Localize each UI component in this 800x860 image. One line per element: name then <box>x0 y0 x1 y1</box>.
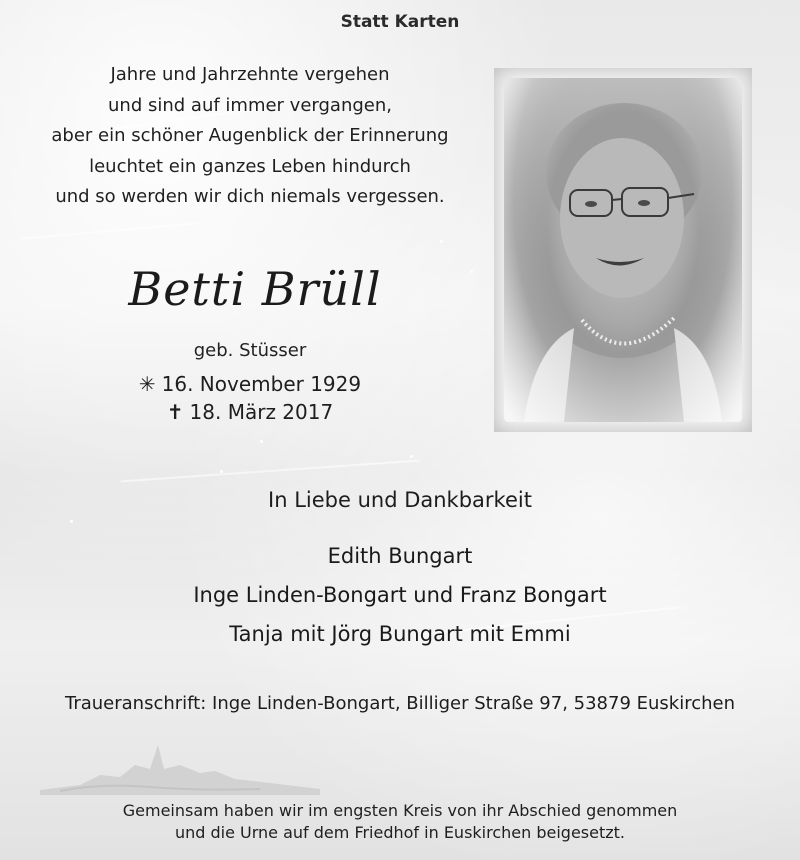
poem-line: und sind auf immer vergangen, <box>108 94 392 116</box>
dedication: In Liebe und Dankbarkeit <box>268 488 532 512</box>
snowflake <box>410 455 413 458</box>
birth-star-icon: ✳ <box>138 372 156 396</box>
snowflake <box>70 520 73 523</box>
poem <box>30 60 470 213</box>
snowflake <box>440 240 443 243</box>
poem-line: aber ein schöner Augenblick der Erinnerung <box>51 125 449 146</box>
header-label <box>0 12 800 32</box>
birth-name: geb. Stüsser <box>193 340 307 361</box>
death-cross-icon: ✝ <box>166 400 184 424</box>
header-text: Statt Karten <box>340 12 460 32</box>
footer-line: und die Urne auf dem Friedhof in Euskirchen beigesetzt. <box>174 823 626 842</box>
poem-line: und so werden wir dich niemals vergessen. <box>55 186 445 207</box>
poem-line: Jahre und Jahrzehnte vergehen <box>110 64 390 85</box>
birth-date-line <box>95 372 405 396</box>
snowflake <box>470 270 473 273</box>
footer-line: Gemeinsam haben wir im engsten Kreis von ihr Abschied genommen <box>122 801 678 820</box>
snow-streak <box>120 460 419 483</box>
snowflake <box>220 470 223 473</box>
mourners-list <box>100 537 700 654</box>
portrait-frame <box>494 68 752 432</box>
snowflake <box>260 440 263 443</box>
portrait-photo <box>504 78 742 422</box>
snow-streak <box>20 222 199 240</box>
mourning-address: Traueranschrift: Inge Linden-Bongart, Billiger Straße 97, 53879 Euskirchen <box>64 693 736 714</box>
deceased-name: Betti Brüll <box>128 262 382 316</box>
death-date: 18. März 2017 <box>189 400 334 424</box>
mourner-name: Inge Linden-Bongart und Franz Bongart <box>193 583 607 607</box>
mourner-name: Tanja mit Jörg Bungart mit Emmi <box>229 622 571 646</box>
footer-note <box>0 800 800 844</box>
poem-line: leuchtet ein ganzes Leben hindurch <box>89 155 411 177</box>
village-silhouette-illustration <box>40 735 320 795</box>
death-date-line <box>95 400 405 424</box>
photo-vignette <box>504 78 742 422</box>
mourner-name: Edith Bungart <box>327 544 473 568</box>
birth-date: 16. November 1929 <box>161 372 362 396</box>
